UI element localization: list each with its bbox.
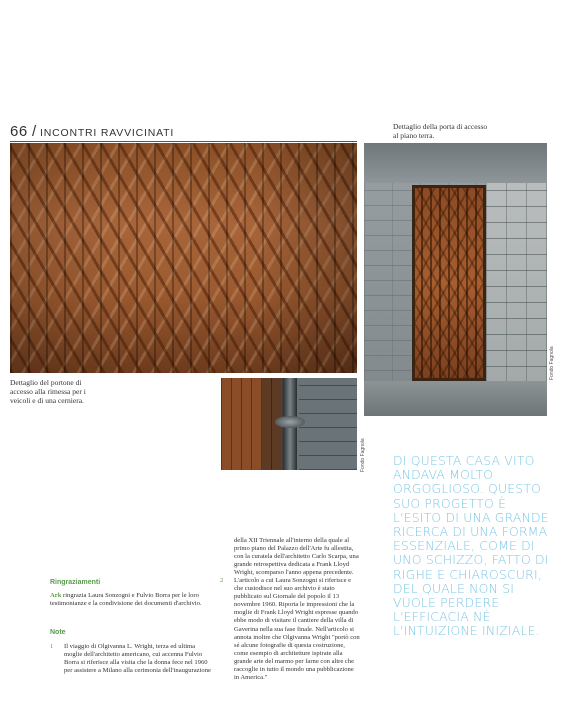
note-text: Il viaggio di Olgivanna L. Wright, terza ed ultima moglie dell'architetto americano, cui accenna Fulvio Borra si riferisce alla visita che la donna fece nel 1960 per assistere a Milano alla cerimonia dell'inaugurazione	[64, 643, 211, 675]
brand-name: Ark	[50, 592, 62, 599]
page-number: 66	[10, 123, 28, 140]
photo-credit-door: Fondo Fagnola	[549, 346, 555, 380]
stone-wall	[299, 378, 357, 470]
floor	[364, 381, 547, 416]
section-title: INCONTRI RAVVICINATI	[40, 127, 175, 139]
caption-door: Dettaglio della porta di accesso al piano terra.	[393, 122, 488, 140]
pull-quote: DI QUESTA CASA VITO ANDAVA MOLTO ORGOGLIOSO. QUESTO SUO PROGETTO È L'ESITO DI UNA GRANDE RICERCA DI UNA FORMA ESSENZIALE, COME DI UNO SCHIZZO, FATTO DI RIGHE E CHIAROSCURI, DEL QUALE NON SI VUOLE PERDERE L'EFFICACIA NÉ L'INTUIZIONE INIZIALE.	[393, 453, 549, 639]
photo-credit-hinge: Fondo Fagnola	[360, 438, 366, 472]
hinge-cap	[275, 416, 305, 428]
title-separator: /	[32, 123, 37, 140]
acknowledgements-title: Ringraziamenti	[50, 579, 101, 586]
door-lintel	[364, 143, 547, 183]
notes-title: Note	[50, 629, 66, 636]
door-panel	[412, 185, 486, 381]
note-number: 2	[220, 577, 224, 584]
wood-planks	[221, 378, 281, 470]
note-continuation: della XII Triennale all'interno della quale al primo piano del Palazzo dell'Arte fu allestita, con la curatela dell'architetto Carlo Scarpa, una grande retrospettiva dedicata a Frank Lloyd Wright, scomparso l'anno appena precedente.	[234, 537, 359, 577]
note-text: L'articolo a cui Laura Sonzogni si riferisce e che custodisce nel suo archivio è stato pubblicato sul Giornale del popolo il 13 novembre 1960. Riporta le impressioni che la moglie di Frank Lloyd Wright espresse quando ebbe modo di visitare il cantiere della villa di Gaverina nella sua fase finale. Nell'articolo si annota inoltre che Olgivanna Wright "portò con sé alcune fotografie di questa costruzione, come esempio di architetture ispirate alla grande arte del marmo per farne con altre che raccoglie in tutto il mondo una pubblicazione in America."	[234, 577, 360, 682]
acknowledgements-body: ringrazia Laura Sonzogni e Fulvio Borra per le loro testimonianze e la condivisione dei documenti d'archivio.	[50, 592, 202, 608]
header-rule	[10, 141, 357, 142]
entrance-door-photo	[364, 143, 547, 416]
wood-lattice-photo	[10, 143, 357, 373]
note-number: 1	[50, 643, 54, 650]
hinge-photo	[221, 378, 357, 470]
note-item	[220, 577, 360, 682]
caption-gate: Dettaglio del portone di accesso alla rimessa per i veicoli e di una cerniera.	[10, 378, 86, 405]
note-item	[50, 643, 215, 675]
acknowledgements-text	[50, 592, 210, 608]
stone-wall	[486, 183, 547, 383]
